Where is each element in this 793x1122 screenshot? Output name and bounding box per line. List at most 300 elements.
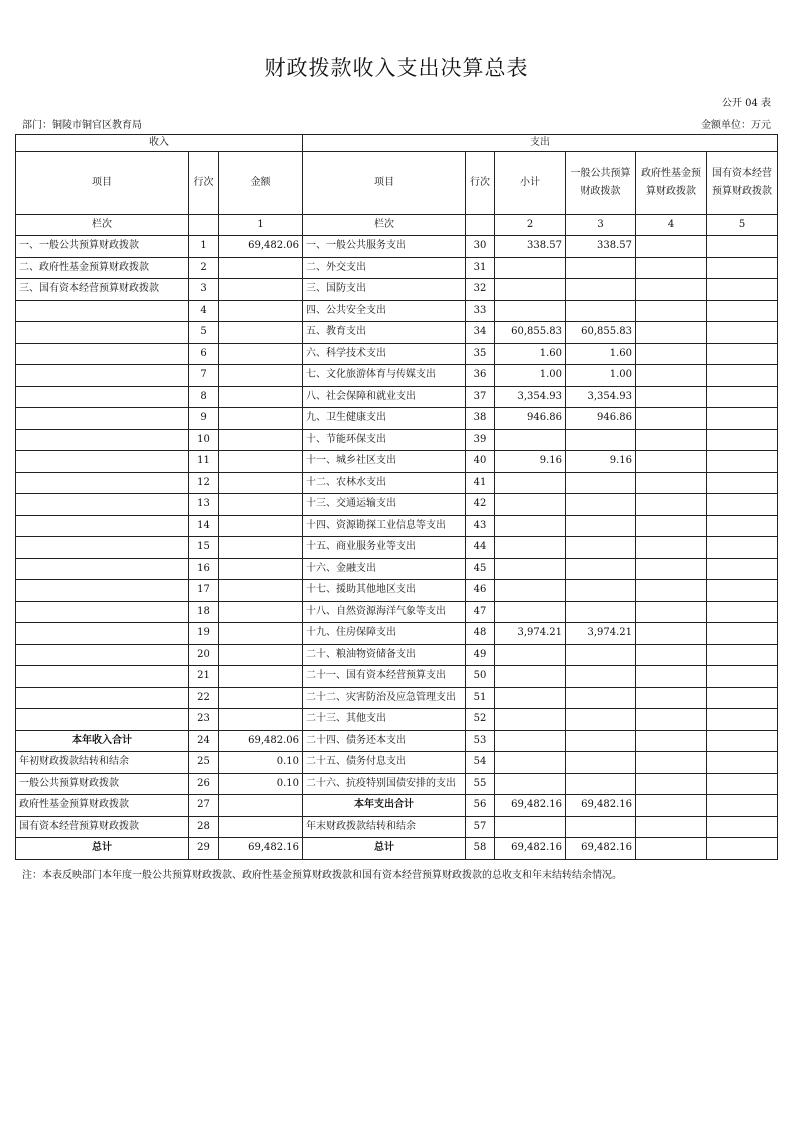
subtotal-value: 69,482.16 <box>495 838 566 860</box>
subtotal-value <box>495 601 566 623</box>
subtotal-value <box>495 730 566 752</box>
expense-row-no: 31 <box>466 257 495 279</box>
income-item <box>16 644 189 666</box>
fund-budget-value <box>636 386 707 408</box>
fund-budget-value <box>636 838 707 860</box>
fund-budget-value <box>636 236 707 258</box>
subtotal-value: 69,482.16 <box>495 795 566 817</box>
income-amount <box>219 279 303 301</box>
state-capital-value <box>707 322 778 344</box>
expense-row-no: 48 <box>466 623 495 645</box>
subtotal-value <box>495 472 566 494</box>
income-amount <box>219 429 303 451</box>
income-item: 政府性基金预算财政拨款 <box>16 795 189 817</box>
subtotal-value <box>495 773 566 795</box>
general-budget-header: 一般公共预算财政拨款 <box>566 152 636 215</box>
income-amount-header: 金额 <box>219 152 303 215</box>
income-item <box>16 472 189 494</box>
income-amount <box>219 687 303 709</box>
expense-row-no: 35 <box>466 343 495 365</box>
income-row-no: 18 <box>189 601 219 623</box>
income-item <box>16 494 189 516</box>
form-number: 公开 04 表 <box>721 98 771 109</box>
state-capital-value <box>707 816 778 838</box>
expense-col-label: 栏次 <box>303 215 466 236</box>
budget-summary-table <box>15 134 778 860</box>
state-capital-value <box>707 644 778 666</box>
state-capital-value <box>707 300 778 322</box>
expense-row-no: 37 <box>466 386 495 408</box>
income-amount <box>219 795 303 817</box>
income-amount <box>219 644 303 666</box>
subtotal-value <box>495 644 566 666</box>
income-header: 收入 <box>16 135 303 152</box>
table-row <box>16 365 778 387</box>
expense-item: 二十一、国有资本经营预算支出 <box>303 666 466 688</box>
income-item <box>16 709 189 731</box>
table-row <box>16 494 778 516</box>
expense-row-no: 49 <box>466 644 495 666</box>
general-budget-value <box>566 709 636 731</box>
fund-budget-value <box>636 580 707 602</box>
expense-item: 三、国防支出 <box>303 279 466 301</box>
income-item <box>16 687 189 709</box>
state-capital-value <box>707 365 778 387</box>
state-capital-value <box>707 537 778 559</box>
fund-budget-header: 政府性基金预算财政拨款 <box>636 152 707 215</box>
expense-item: 十七、援助其他地区支出 <box>303 580 466 602</box>
income-amount <box>219 816 303 838</box>
subtotal-value: 1.00 <box>495 365 566 387</box>
expense-item: 五、教育支出 <box>303 322 466 344</box>
income-amount <box>219 601 303 623</box>
general-budget-value <box>566 494 636 516</box>
income-row-no: 17 <box>189 580 219 602</box>
income-row-no: 10 <box>189 429 219 451</box>
income-item <box>16 580 189 602</box>
state-capital-value <box>707 623 778 645</box>
expense-item: 十六、金融支出 <box>303 558 466 580</box>
income-item <box>16 300 189 322</box>
table-row <box>16 279 778 301</box>
subtotal-value <box>495 752 566 774</box>
subtotal-value: 1.60 <box>495 343 566 365</box>
table-row <box>16 687 778 709</box>
page-title: 财政拨款收入支出决算总表 <box>264 56 529 80</box>
table-row <box>16 537 778 559</box>
expense-item: 十三、交通运输支出 <box>303 494 466 516</box>
general-budget-value <box>566 666 636 688</box>
income-amount <box>219 580 303 602</box>
income-row-no: 4 <box>189 300 219 322</box>
general-budget-value <box>566 537 636 559</box>
state-capital-value <box>707 279 778 301</box>
fund-budget-value <box>636 795 707 817</box>
column-index-row <box>16 215 778 236</box>
subtotal-value: 60,855.83 <box>495 322 566 344</box>
expense-item: 七、文化旅游体育与传媒支出 <box>303 365 466 387</box>
fund-budget-value <box>636 343 707 365</box>
fund-budget-value <box>636 601 707 623</box>
table-row <box>16 257 778 279</box>
table-row <box>16 623 778 645</box>
income-row-no: 29 <box>189 838 219 860</box>
income-amount <box>219 494 303 516</box>
state-capital-value <box>707 408 778 430</box>
subtotal-value <box>495 666 566 688</box>
expense-item: 九、卫生健康支出 <box>303 408 466 430</box>
income-row-no: 23 <box>189 709 219 731</box>
amount-unit-label: 金额单位：万元 <box>701 120 771 131</box>
expense-item: 十五、商业服务业等支出 <box>303 537 466 559</box>
fund-budget-value <box>636 623 707 645</box>
expense-item: 十一、城乡社区支出 <box>303 451 466 473</box>
income-item: 总计 <box>16 838 189 860</box>
income-row-no: 2 <box>189 257 219 279</box>
income-amount <box>219 408 303 430</box>
expense-row-no: 57 <box>466 816 495 838</box>
income-item: 三、国有资本经营预算财政拨款 <box>16 279 189 301</box>
table-row <box>16 795 778 817</box>
income-item: 一、一般公共预算财政拨款 <box>16 236 189 258</box>
department-label: 部门：铜陵市铜官区教育局 <box>22 120 142 131</box>
state-capital-value <box>707 429 778 451</box>
income-item <box>16 386 189 408</box>
subtotal-value: 338.57 <box>495 236 566 258</box>
state-capital-value <box>707 773 778 795</box>
income-amount <box>219 365 303 387</box>
expense-row-no: 33 <box>466 300 495 322</box>
state-capital-value <box>707 343 778 365</box>
income-row-no: 1 <box>189 236 219 258</box>
income-row-no: 22 <box>189 687 219 709</box>
general-budget-value <box>566 429 636 451</box>
income-row-no: 12 <box>189 472 219 494</box>
table-row <box>16 816 778 838</box>
fund-budget-value <box>636 730 707 752</box>
table-row <box>16 386 778 408</box>
state-capital-value <box>707 472 778 494</box>
expense-row-no: 53 <box>466 730 495 752</box>
expense-row-no: 30 <box>466 236 495 258</box>
state-capital-header: 国有资本经营预算财政拨款 <box>707 152 778 215</box>
income-row-no: 16 <box>189 558 219 580</box>
expense-row-no: 58 <box>466 838 495 860</box>
expense-item: 一、一般公共服务支出 <box>303 236 466 258</box>
subtotal-value <box>495 257 566 279</box>
expense-row-no: 42 <box>466 494 495 516</box>
table-row <box>16 322 778 344</box>
fund-budget-value <box>636 752 707 774</box>
expense-row-no: 50 <box>466 666 495 688</box>
income-row-no: 20 <box>189 644 219 666</box>
expense-item: 总计 <box>303 838 466 860</box>
fund-budget-value <box>636 494 707 516</box>
expense-item: 二十三、其他支出 <box>303 709 466 731</box>
state-capital-value <box>707 666 778 688</box>
income-row-no: 28 <box>189 816 219 838</box>
general-budget-value <box>566 601 636 623</box>
state-capital-value <box>707 730 778 752</box>
general-budget-value: 69,482.16 <box>566 838 636 860</box>
subtotal-value: 3,354.93 <box>495 386 566 408</box>
income-item <box>16 343 189 365</box>
income-item <box>16 365 189 387</box>
income-amount <box>219 709 303 731</box>
income-item <box>16 666 189 688</box>
general-budget-value <box>566 515 636 537</box>
table-row <box>16 709 778 731</box>
income-item <box>16 623 189 645</box>
fund-budget-value <box>636 644 707 666</box>
income-item <box>16 322 189 344</box>
subtotal-value <box>495 537 566 559</box>
general-budget-value <box>566 257 636 279</box>
subtotal-value <box>495 687 566 709</box>
income-amount <box>219 257 303 279</box>
expense-row-no: 41 <box>466 472 495 494</box>
fund-budget-value <box>636 537 707 559</box>
fund-budget-value <box>636 322 707 344</box>
table-row <box>16 644 778 666</box>
income-row-no: 15 <box>189 537 219 559</box>
state-capital-value <box>707 386 778 408</box>
table-row <box>16 730 778 752</box>
subtotal-value: 3,974.21 <box>495 623 566 645</box>
income-row-no: 25 <box>189 752 219 774</box>
fund-budget-value <box>636 451 707 473</box>
income-item: 本年收入合计 <box>16 730 189 752</box>
expense-item: 二十、粮油物资储备支出 <box>303 644 466 666</box>
subtotal-value: 9.16 <box>495 451 566 473</box>
expense-row-no: 51 <box>466 687 495 709</box>
income-amount <box>219 537 303 559</box>
income-row-no: 14 <box>189 515 219 537</box>
fund-budget-value <box>636 709 707 731</box>
income-row-no-header: 行次 <box>189 152 219 215</box>
income-amount <box>219 472 303 494</box>
state-capital-value <box>707 494 778 516</box>
expense-row-no: 55 <box>466 773 495 795</box>
state-capital-value <box>707 236 778 258</box>
expense-row-no: 38 <box>466 408 495 430</box>
subtotal-value <box>495 494 566 516</box>
income-item: 年初财政拨款结转和结余 <box>16 752 189 774</box>
subtotal-value <box>495 515 566 537</box>
table-row <box>16 472 778 494</box>
header-row-columns <box>16 152 778 215</box>
general-budget-value <box>566 752 636 774</box>
subtotal-value: 946.86 <box>495 408 566 430</box>
income-amount <box>219 515 303 537</box>
general-budget-value: 1.60 <box>566 343 636 365</box>
income-amount <box>219 322 303 344</box>
fund-budget-value <box>636 773 707 795</box>
fund-budget-value <box>636 257 707 279</box>
fund-budget-value <box>636 365 707 387</box>
general-budget-value: 3,974.21 <box>566 623 636 645</box>
expense-item: 六、科学技术支出 <box>303 343 466 365</box>
subtotal-value <box>495 580 566 602</box>
income-amount <box>219 386 303 408</box>
expense-row-no-header: 行次 <box>466 152 495 215</box>
state-capital-value <box>707 687 778 709</box>
income-amount <box>219 451 303 473</box>
income-amount <box>219 300 303 322</box>
subtotal-value <box>495 279 566 301</box>
fund-budget-value <box>636 816 707 838</box>
income-item <box>16 408 189 430</box>
state-capital-value <box>707 709 778 731</box>
general-budget-value <box>566 558 636 580</box>
income-row-no: 8 <box>189 386 219 408</box>
table-row <box>16 451 778 473</box>
general-budget-value: 9.16 <box>566 451 636 473</box>
col-index-1: 1 <box>219 215 303 236</box>
table-row <box>16 558 778 580</box>
table-row <box>16 601 778 623</box>
subtotal-value <box>495 300 566 322</box>
state-capital-value <box>707 515 778 537</box>
expense-row-no: 43 <box>466 515 495 537</box>
table-row <box>16 515 778 537</box>
table-row <box>16 343 778 365</box>
general-budget-value: 3,354.93 <box>566 386 636 408</box>
table-row <box>16 300 778 322</box>
income-amount <box>219 623 303 645</box>
fund-budget-value <box>636 472 707 494</box>
expense-row-no: 47 <box>466 601 495 623</box>
subtotal-value <box>495 709 566 731</box>
col-index-5: 5 <box>707 215 778 236</box>
income-item <box>16 451 189 473</box>
header-row-group <box>16 135 778 152</box>
expense-col-blank <box>466 215 495 236</box>
income-item <box>16 537 189 559</box>
state-capital-value <box>707 795 778 817</box>
state-capital-value <box>707 580 778 602</box>
income-row-no: 5 <box>189 322 219 344</box>
income-row-no: 19 <box>189 623 219 645</box>
fund-budget-value <box>636 687 707 709</box>
general-budget-value: 946.86 <box>566 408 636 430</box>
expense-row-no: 39 <box>466 429 495 451</box>
expense-row-no: 40 <box>466 451 495 473</box>
income-row-no: 13 <box>189 494 219 516</box>
expense-row-no: 32 <box>466 279 495 301</box>
general-budget-value <box>566 300 636 322</box>
state-capital-value <box>707 451 778 473</box>
expense-item: 二十五、债务付息支出 <box>303 752 466 774</box>
general-budget-value: 69,482.16 <box>566 795 636 817</box>
table-row <box>16 773 778 795</box>
income-amount: 69,482.16 <box>219 838 303 860</box>
fund-budget-value <box>636 429 707 451</box>
fund-budget-value <box>636 558 707 580</box>
expense-item: 十二、农林水支出 <box>303 472 466 494</box>
expense-item: 十四、资源勘探工业信息等支出 <box>303 515 466 537</box>
table-row <box>16 236 778 258</box>
expense-item-header: 项目 <box>303 152 466 215</box>
subtotal-header: 小计 <box>495 152 566 215</box>
footnote: 注：本表反映部门本年度一般公共预算财政拨款、政府性基金预算财政拨款和国有资本经营预算财政拨款的总收支和年末结转结余情况。 <box>22 870 622 881</box>
income-amount <box>219 558 303 580</box>
fund-budget-value <box>636 515 707 537</box>
col-index-3: 3 <box>566 215 636 236</box>
general-budget-value <box>566 472 636 494</box>
expense-item: 二十四、债务还本支出 <box>303 730 466 752</box>
income-item <box>16 429 189 451</box>
income-col-label: 栏次 <box>16 215 189 236</box>
income-row-no: 26 <box>189 773 219 795</box>
general-budget-value <box>566 279 636 301</box>
income-col-blank <box>189 215 219 236</box>
table-row <box>16 838 778 860</box>
general-budget-value: 338.57 <box>566 236 636 258</box>
income-amount <box>219 343 303 365</box>
income-amount: 69,482.06 <box>219 730 303 752</box>
income-item: 一般公共预算财政拨款 <box>16 773 189 795</box>
col-index-4: 4 <box>636 215 707 236</box>
income-item-header: 项目 <box>16 152 189 215</box>
expense-row-no: 45 <box>466 558 495 580</box>
expense-item: 四、公共安全支出 <box>303 300 466 322</box>
general-budget-value <box>566 580 636 602</box>
state-capital-value <box>707 838 778 860</box>
subtotal-value <box>495 558 566 580</box>
income-row-no: 27 <box>189 795 219 817</box>
general-budget-value <box>566 687 636 709</box>
income-row-no: 9 <box>189 408 219 430</box>
fund-budget-value <box>636 300 707 322</box>
income-row-no: 24 <box>189 730 219 752</box>
expense-row-no: 52 <box>466 709 495 731</box>
expense-item: 十八、自然资源海洋气象等支出 <box>303 601 466 623</box>
income-item <box>16 601 189 623</box>
expense-row-no: 56 <box>466 795 495 817</box>
expense-row-no: 36 <box>466 365 495 387</box>
expense-item: 十九、住房保障支出 <box>303 623 466 645</box>
income-item <box>16 558 189 580</box>
expense-item: 年末财政拨款结转和结余 <box>303 816 466 838</box>
income-amount: 0.10 <box>219 773 303 795</box>
income-item <box>16 515 189 537</box>
expense-item: 二十二、灾害防治及应急管理支出 <box>303 687 466 709</box>
income-amount: 69,482.06 <box>219 236 303 258</box>
subtotal-value <box>495 429 566 451</box>
general-budget-value <box>566 773 636 795</box>
expense-row-no: 46 <box>466 580 495 602</box>
expense-row-no: 34 <box>466 322 495 344</box>
expense-row-no: 44 <box>466 537 495 559</box>
col-index-2: 2 <box>495 215 566 236</box>
fund-budget-value <box>636 408 707 430</box>
income-row-no: 7 <box>189 365 219 387</box>
expense-item: 十、节能环保支出 <box>303 429 466 451</box>
income-item: 二、政府性基金预算财政拨款 <box>16 257 189 279</box>
expense-row-no: 54 <box>466 752 495 774</box>
general-budget-value: 60,855.83 <box>566 322 636 344</box>
general-budget-value <box>566 644 636 666</box>
income-amount: 0.10 <box>219 752 303 774</box>
general-budget-value <box>566 816 636 838</box>
income-row-no: 21 <box>189 666 219 688</box>
table-row <box>16 580 778 602</box>
fund-budget-value <box>636 279 707 301</box>
expense-item: 二、外交支出 <box>303 257 466 279</box>
table-row <box>16 429 778 451</box>
fund-budget-value <box>636 666 707 688</box>
